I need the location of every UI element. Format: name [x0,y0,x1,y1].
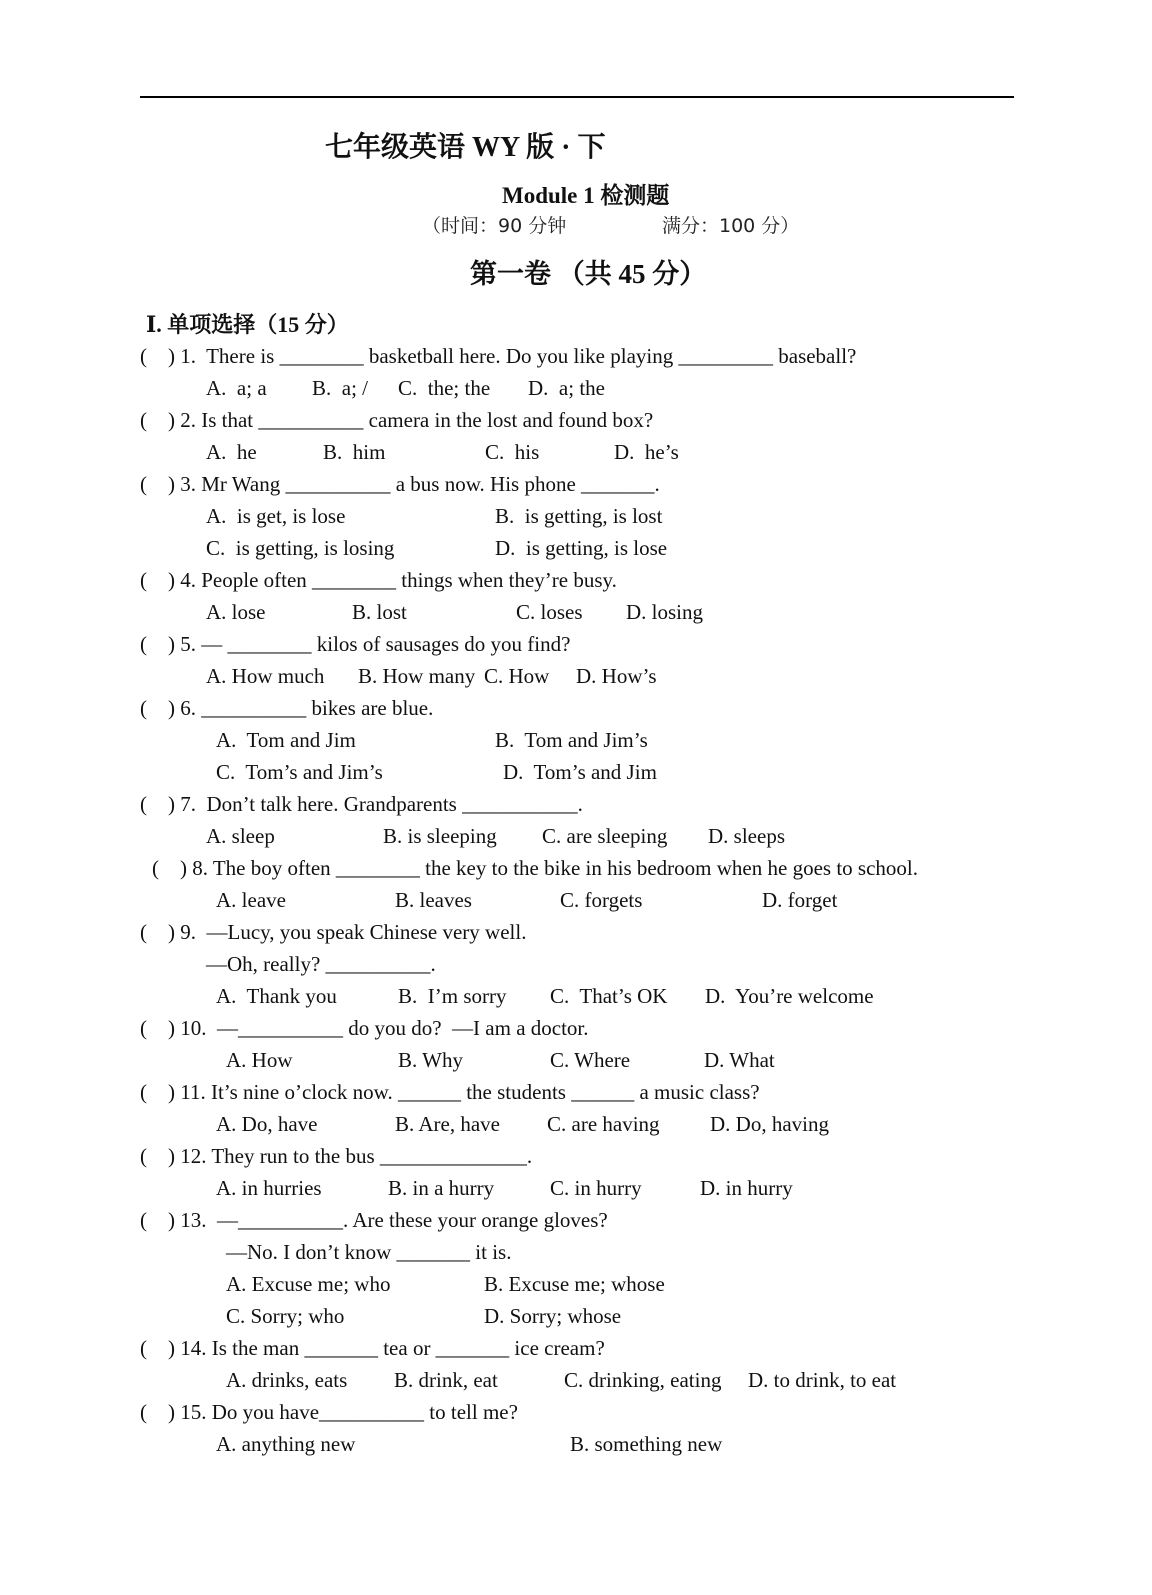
header-rule [140,96,1014,98]
section-heading: Ⅰ. 单项选择（15 分） [146,312,349,337]
option-b: B. I’m sorry [398,984,507,1008]
option-d: D. he’s [614,440,679,464]
question-stem: ( ) 2. Is that __________ camera in the lost and found box? [140,408,654,432]
option-a: A. is get, is lose [206,504,346,528]
option-a: A. How [226,1048,293,1072]
option-a: A. anything new [216,1432,356,1456]
option-c: C. Where [550,1048,631,1072]
option-c: C. How [484,664,550,688]
option-b: B. How many [358,664,476,688]
option-c: C. drinking, eating [564,1368,722,1392]
option-b: B. leaves [395,888,472,912]
option-b: B. a; / [312,376,368,400]
option-c: C. Sorry; who [226,1304,345,1328]
question-stem: ( ) 7. Don’t talk here. Grandparents ___________. [140,792,583,816]
question-stem: ( ) 9. —Lucy, you speak Chinese very well. [140,920,527,944]
option-b: B. is getting, is lost [495,504,663,528]
option-c: C. That’s OK [550,984,668,1008]
option-b: B. drink, eat [394,1368,498,1392]
option-c: C. the; the [398,376,491,400]
option-a: A. in hurries [216,1176,322,1200]
page-subtitle: Module 1 检测题 [502,183,670,208]
option-b: B. him [323,440,386,464]
option-a: A. Excuse me; who [226,1272,391,1296]
question-stem: ( ) 13. —__________. Are these your orange gloves? [140,1208,608,1232]
option-b: B. is sleeping [383,824,497,848]
question-stem: ( ) 15. Do you have__________ to tell me? [140,1400,518,1424]
page-title: 七年级英语 WY 版 · 下 [325,132,606,163]
question-stem: ( ) 11. It’s nine o’clock now. ______ the students ______ a music class? [140,1080,760,1104]
option-c: C. are having [547,1112,660,1136]
option-b: B. something new [570,1432,723,1456]
option-d: D. forget [762,888,838,912]
option-a: A. a; a [206,376,267,400]
question-stem: ( ) 5. — ________ kilos of sausages do you find? [140,632,571,656]
question-stem: ( ) 14. Is the man _______ tea or _______ ice cream? [140,1336,605,1360]
option-d: D. Do, having [710,1112,829,1136]
option-d: D. How’s [576,664,657,688]
option-d: D. in hurry [700,1176,793,1200]
option-a: A. lose [206,600,266,624]
question-stem: ( ) 8. The boy often ________ the key to the bike in his bedroom when he goes to school. [152,856,918,880]
option-a: A. sleep [206,824,275,848]
option-c: C. are sleeping [542,824,668,848]
part-heading: 第一卷 （共 45 分） [470,259,707,289]
option-d: D. Sorry; whose [484,1304,622,1328]
option-b: B. Tom and Jim’s [495,728,648,752]
question-stem: ( ) 12. They run to the bus ______________. [140,1144,533,1168]
option-d: D. sleeps [708,824,785,848]
option-a: A. Tom and Jim [216,728,356,752]
option-b: B. Excuse me; whose [484,1272,665,1296]
option-b: B. in a hurry [388,1176,495,1200]
option-c: C. his [485,440,540,464]
option-c: C. Tom’s and Jim’s [216,760,383,784]
option-d: D. Tom’s and Jim [503,760,657,784]
option-c: C. is getting, is losing [206,536,395,560]
exam-time: （时间：90 分钟 [422,215,567,237]
option-d: D. losing [626,600,704,624]
option-d: D. You’re welcome [705,984,874,1008]
question-stem-reply: —Oh, really? __________. [206,952,436,976]
option-c: C. loses [516,600,583,624]
option-b: B. Are, have [395,1112,500,1136]
option-d: D. to drink, to eat [748,1368,897,1392]
question-stem: ( ) 1. There is ________ basketball here. Do you like playing _________ baseball? [140,344,857,368]
option-b: B. Why [398,1048,463,1072]
option-c: C. in hurry [550,1176,642,1200]
question-stem: ( ) 4. People often ________ things when they’re busy. [140,568,617,592]
question-stem-reply: —No. I don’t know _______ it is. [226,1240,512,1264]
option-a: A. leave [216,888,286,912]
option-d: D. is getting, is lose [495,536,668,560]
option-a: A. Thank you [216,984,337,1008]
option-d: D. What [704,1048,775,1072]
option-c: C. forgets [560,888,643,912]
option-a: A. How much [206,664,325,688]
option-a: A. Do, have [216,1112,318,1136]
question-stem: ( ) 10. —__________ do you do? —I am a doctor. [140,1016,589,1040]
option-a: A. he [206,440,257,464]
question-stem: ( ) 3. Mr Wang __________ a bus now. His phone _______. [140,472,660,496]
exam-score: 满分：100 分） [662,215,800,237]
option-d: D. a; the [528,376,605,400]
option-b: B. lost [352,600,407,624]
option-a: A. drinks, eats [226,1368,348,1392]
question-stem: ( ) 6. __________ bikes are blue. [140,696,434,720]
